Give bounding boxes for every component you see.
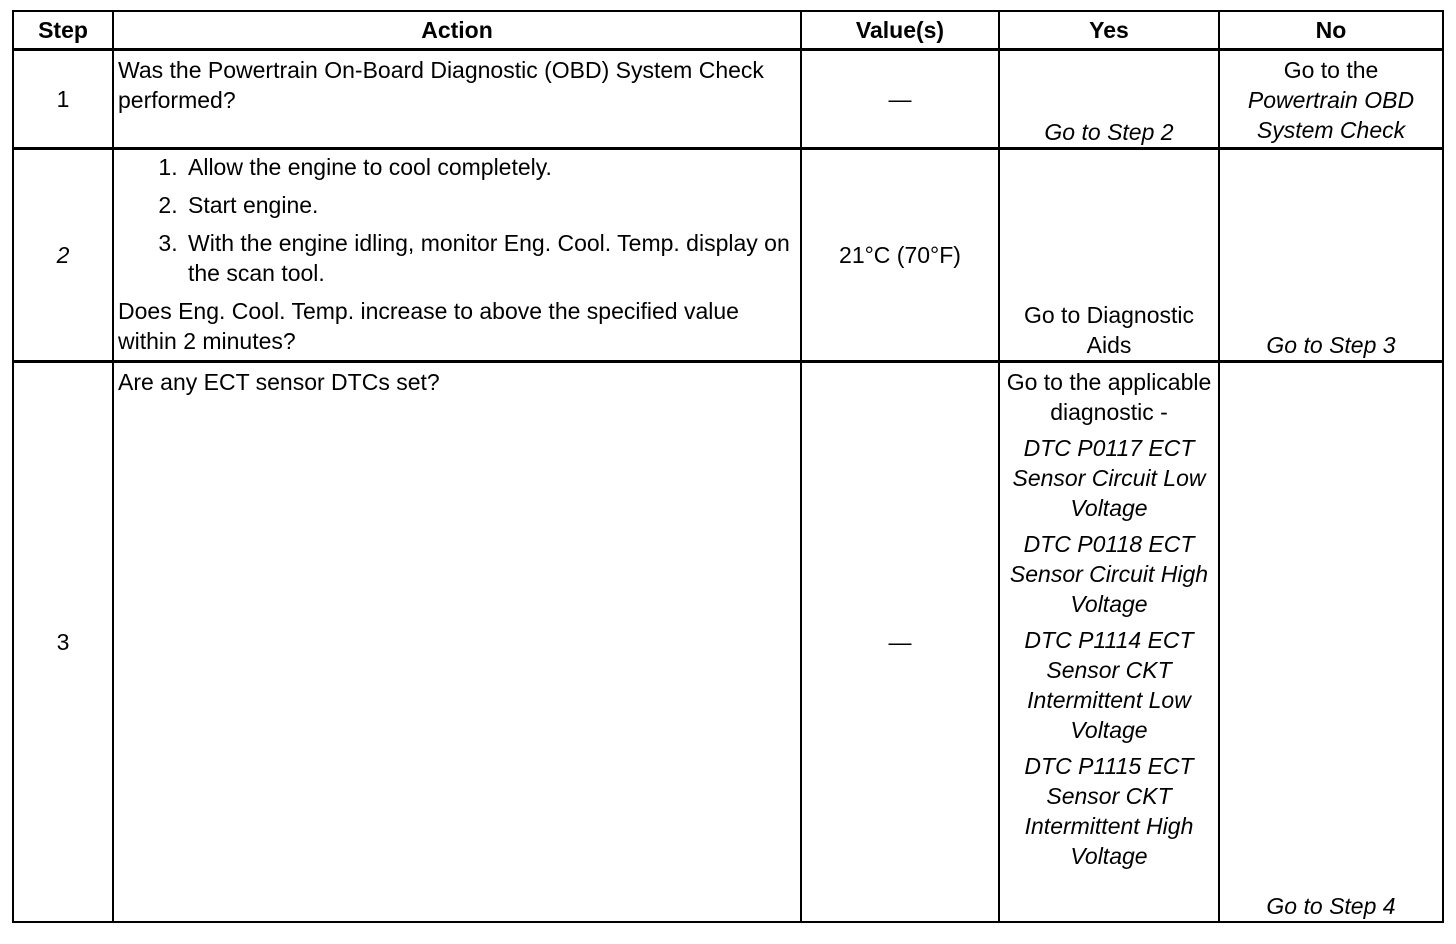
yes-link-dtc-p1114[interactable]: DTC P1114 ECT Sensor CKT Intermittent Low Voltage	[1024, 627, 1194, 743]
action-question: Does Eng. Cool. Temp. increase to above the specified value within 2 minutes?	[118, 298, 739, 354]
yes-link-go-to-step-2[interactable]: Go to Step 2	[1044, 119, 1174, 145]
action-text	[113, 149, 801, 362]
table-row	[13, 362, 1443, 923]
no-cell	[1219, 149, 1443, 362]
no-link-go-to-step-4[interactable]: Go to Step 4	[1266, 893, 1396, 919]
yes-cell	[999, 50, 1219, 149]
action-question: Was the Powertrain On-Board Diagnostic (OBD) System Check performed?	[118, 57, 764, 113]
yes-prefix: Go to the applicable diagnostic -	[1006, 369, 1212, 425]
action-step-item: 1. Allow the engine to cool completely.	[184, 152, 796, 182]
step-number: 1	[13, 50, 113, 149]
table-header-row	[13, 11, 1443, 50]
diagnostic-table	[12, 10, 1444, 923]
action-step-item: 2. Start engine.	[184, 190, 796, 220]
yes-cell	[999, 149, 1219, 362]
action-text	[113, 362, 801, 923]
action-text	[113, 50, 801, 149]
yes-link-diagnostic-aids[interactable]: Go to Diagnostic Aids	[1023, 302, 1195, 358]
yes-link-dtc-p1115[interactable]: DTC P1115 ECT Sensor CKT Intermittent High Voltage	[1024, 753, 1194, 869]
action-question: Are any ECT sensor DTCs set?	[118, 369, 440, 395]
action-step-item: 3. With the engine idling, monitor Eng. Cool. Temp. display on the scan tool.	[184, 228, 796, 288]
step-number: 2	[13, 149, 113, 362]
header-no: No	[1219, 11, 1443, 50]
no-cell	[1219, 362, 1443, 923]
table-row	[13, 50, 1443, 149]
no-prefix: Go to the	[1283, 57, 1379, 83]
header-values: Value(s)	[801, 11, 999, 50]
value-cell: —	[801, 50, 999, 149]
action-steps-list	[118, 152, 796, 288]
table-row	[13, 149, 1443, 362]
header-action: Action	[113, 11, 801, 50]
no-cell	[1219, 50, 1443, 149]
value-cell: 21°C (70°F)	[801, 149, 999, 362]
yes-link-dtc-p0117[interactable]: DTC P0117 ECT Sensor Circuit Low Voltage	[1012, 435, 1206, 521]
step-number: 3	[13, 362, 113, 923]
no-link-powertrain-obd-system-check[interactable]: Powertrain OBD System Check	[1247, 87, 1415, 143]
no-link-go-to-step-3[interactable]: Go to Step 3	[1266, 332, 1396, 358]
diagnostic-table-container	[12, 10, 1444, 923]
header-step: Step	[13, 11, 113, 50]
yes-cell	[999, 362, 1219, 923]
value-cell: —	[801, 362, 999, 923]
yes-link-dtc-p0118[interactable]: DTC P0118 ECT Sensor Circuit High Voltage	[1009, 531, 1209, 617]
header-yes: Yes	[999, 11, 1219, 50]
